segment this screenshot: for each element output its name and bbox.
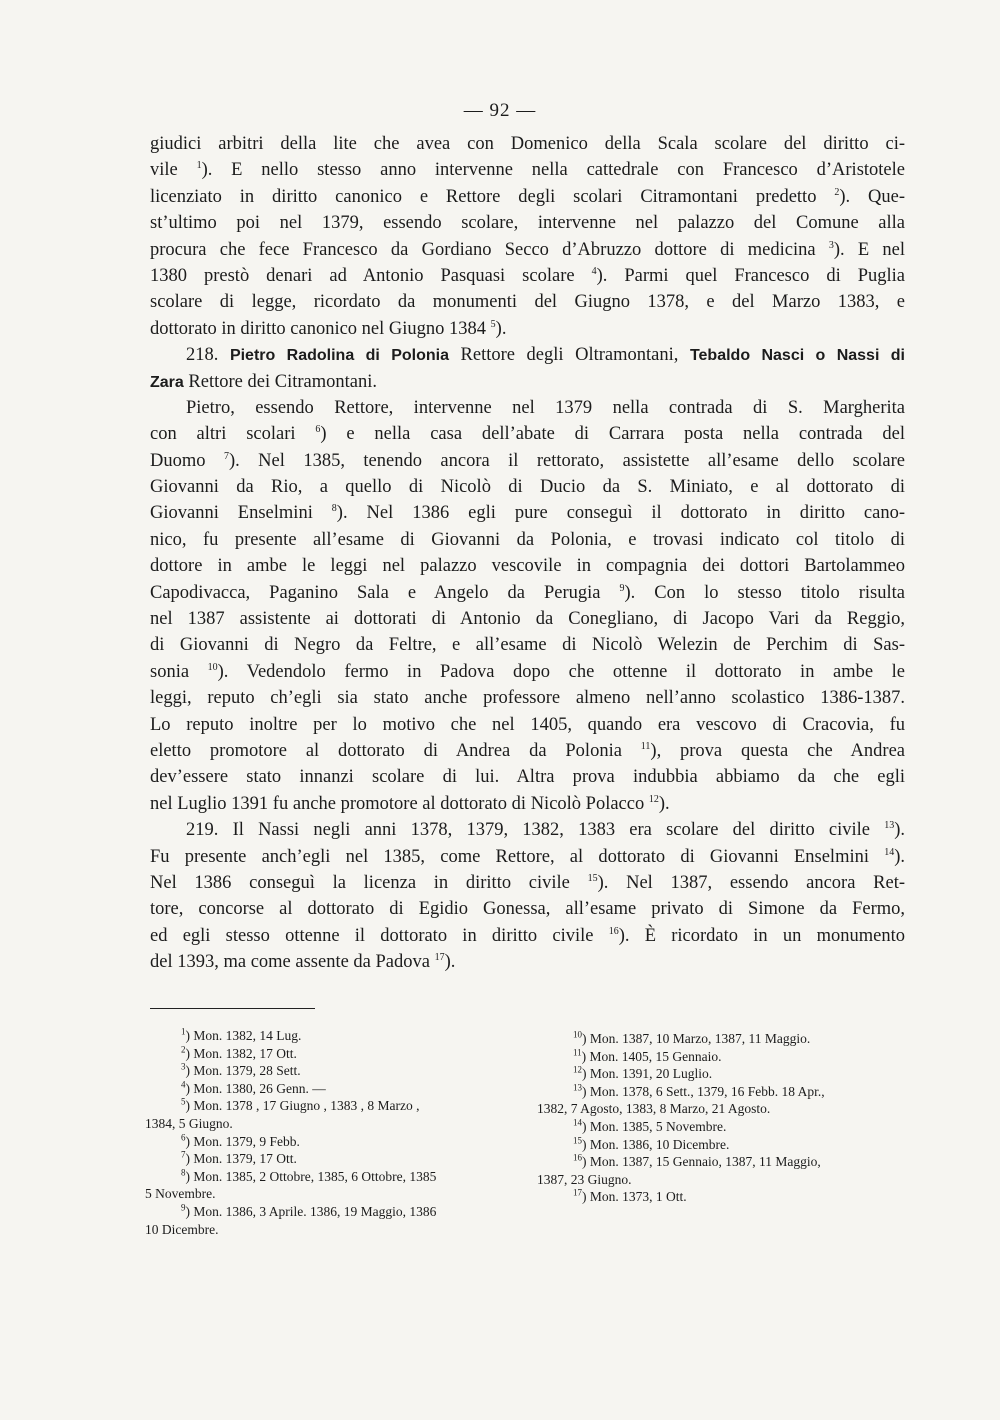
footnote-paren: ) [185, 1151, 190, 1167]
footnote-paren: ) [582, 1136, 587, 1152]
body-line [150, 791, 905, 817]
footnote-ref: 16 [608, 925, 619, 937]
body-text-run: ). Parmi quel Francesco di Puglia [596, 265, 905, 286]
footnote-text: 1384, 5 Giugno. [145, 1115, 233, 1131]
footnote-paren: ) [185, 1168, 190, 1184]
body-text-run: con altri scolari [150, 424, 316, 445]
footnote-paren: ) [582, 1154, 587, 1170]
body-text-run: ), prova questa che Andrea [650, 740, 905, 761]
footnote-text: Mon. 1386, 3 Aprile. 1386, 19 Maggio, 1386 [190, 1203, 437, 1219]
footnote [537, 1100, 909, 1118]
footnote-text: Mon. 1379, 28 Sett. [190, 1063, 301, 1079]
body-text-run: ). Nel 1387, essendo ancora Ret- [597, 872, 905, 893]
body-text-run: dev’essere stato innanzi scolare di lui. Altra prova indubbia abbiamo da che egli [150, 767, 905, 788]
body-text-run: 1380 prestò denari ad Antonio Pasquasi scolare [150, 265, 592, 286]
footnote [537, 1188, 909, 1206]
footnote-paren: ) [581, 1048, 587, 1064]
body-line [150, 712, 905, 738]
body-bold-run: Zara [150, 373, 184, 391]
body-text-run: vile [150, 160, 197, 181]
body-text-run: st’ultimo poi nel 1379, essendo scolare, intervenne nel palazzo del Comune alla [150, 213, 905, 234]
footnote-paren: ) [582, 1189, 587, 1205]
body-line [150, 500, 905, 526]
body-text-run: procura che fece Francesco da Gordiano Secco d’Abruzzo dottore di medicina [150, 239, 829, 260]
body-line [150, 738, 905, 764]
body-text-run: ). E nello stesso anno intervenne nella cattedrale con Francesco d’Aristotele [201, 160, 905, 181]
footnote-ref: 9 [619, 582, 625, 594]
footnote-divider [150, 1008, 315, 1009]
footnote-paren: ) [582, 1118, 587, 1134]
body-line [150, 817, 905, 843]
footnote [537, 1065, 909, 1083]
body-text-run: ). [658, 793, 670, 814]
footnote-number: 9 [181, 1202, 186, 1213]
body-text-run: ). [894, 820, 905, 841]
footnote-paren: ) [185, 1063, 190, 1079]
footnote-text: Mon. 1382, 14 Lug. [190, 1028, 302, 1043]
body-text-run: 218. [186, 345, 230, 366]
footnote-text: Mon. 1382, 17 Ott. [190, 1045, 297, 1061]
body-line [150, 448, 905, 474]
body-text-run: nel Luglio 1391 fu anche promotore al dottorato di Nicolò Polacco [150, 793, 649, 814]
page-number: — 92 — [463, 100, 537, 121]
body-line [150, 237, 905, 263]
body-line [150, 553, 905, 579]
footnote-number: 7 [181, 1149, 186, 1160]
footnote-paren: ) [185, 1028, 190, 1043]
footnote-text: 5 Novembre. [145, 1186, 216, 1202]
footnote-text: Mon. 1405, 15 Gennaio. [586, 1048, 722, 1064]
body-line [150, 421, 905, 447]
footnote-text: Mon. 1380, 26 Genn. — [190, 1080, 326, 1096]
footnote-ref: 8 [331, 503, 337, 515]
footnote [145, 1203, 510, 1221]
body-text-run: Rettore dei Citramontani. [183, 371, 377, 392]
body-line [150, 659, 905, 685]
body-text-run: ). Vedendolo fermo in Padova dopo che ottenne il dottorato in ambe le [217, 661, 905, 682]
body-text-run: ). Nel 1386 egli pure conseguì il dottorato in diritto cano- [336, 503, 906, 524]
footnote-text: 1382, 7 Agosto, 1383, 8 Marzo, 21 Agosto. [537, 1101, 771, 1117]
body-text-run: nico, fu presente all’esame di Giovanni da Polonia, e trovasi indicato col titolo di [150, 529, 905, 550]
footnote [537, 1153, 909, 1171]
footnote-ref: 17 [434, 951, 445, 963]
body-line [150, 896, 905, 922]
footnote-text: Mon. 1373, 1 Ott. [586, 1189, 687, 1205]
body-text-run: Nel 1386 conseguì la licenza in diritto civile [150, 872, 588, 893]
footnotes-right-column [537, 1030, 909, 1206]
body-line [150, 580, 905, 606]
footnote [537, 1083, 909, 1101]
footnote-text: Mon. 1379, 17 Ott. [190, 1151, 297, 1167]
footnote [145, 1221, 510, 1239]
body-line [150, 263, 905, 289]
body-line [150, 632, 905, 658]
footnote [145, 1168, 510, 1186]
body-text-run: Rettore degli Oltramontani, [448, 345, 690, 366]
body-text-run: Giovanni da Rio, a quello di Nicolò di Ducio da S. Miniato, e al dottorato di [150, 477, 905, 498]
footnote-number: 15 [573, 1135, 582, 1146]
footnote-ref: 12 [648, 793, 659, 805]
body-line [150, 870, 905, 896]
body-text-run: del 1393, ma come assente da Padova [150, 952, 435, 973]
body-text [150, 131, 905, 976]
body-line [150, 131, 905, 157]
body-text-run: ). [495, 318, 507, 339]
footnote [537, 1030, 909, 1048]
footnote-number: 5 [181, 1096, 186, 1107]
body-text-run: Lo reputo inoltre per lo motivo che nel 1405, quando era vescovo di Cracovia, fu [150, 714, 905, 735]
body-line [150, 949, 905, 975]
body-text-run: ). È ricordato in un monumento [618, 925, 905, 946]
body-text-run: nel 1387 assistente ai dottorati di Antonio da Conegliano, di Jacopo Vari da Reggio, [150, 609, 905, 630]
footnote-ref: 2 [834, 186, 840, 198]
footnote [145, 1097, 510, 1115]
footnote-number: 8 [181, 1167, 186, 1178]
footnote-text: Mon. 1378, 6 Sett., 1379, 16 Febb. 18 Apr., [586, 1083, 825, 1099]
footnote-ref: 3 [828, 239, 834, 251]
footnote [145, 1133, 510, 1151]
footnote-number: 6 [181, 1132, 186, 1143]
footnote-text: Mon. 1385, 2 Ottobre, 1385, 6 Ottobre, 1385 [190, 1168, 437, 1184]
body-text-run: eletto promotore al dottorato di Andrea da Polonia [150, 740, 641, 761]
body-text-run: Fu presente anch’egli nel 1385, come Rettore, al dottorato di Giovanni Enselmini [150, 846, 885, 867]
footnotes-left-column [145, 1027, 510, 1238]
body-text-run: ). Que- [839, 186, 905, 207]
body-text-run: scolare di legge, ricordato da monumenti del Giugno 1378, e del Marzo 1383, e [150, 292, 905, 313]
body-line [150, 474, 905, 500]
body-text-run: ). Con lo stesso titolo risulta [624, 582, 905, 603]
body-line [150, 527, 905, 553]
footnote-paren: ) [185, 1098, 190, 1114]
body-line [150, 157, 905, 183]
body-text-run: Giovanni Enselmini [150, 503, 332, 524]
body-line [150, 342, 905, 368]
body-line [150, 395, 905, 421]
body-text-run: leggi, reputo ch’egli sia stato anche professore almeno nell’anno scolastico 1386-1387. [150, 688, 905, 709]
footnote-text: 1387, 23 Giugno. [537, 1171, 632, 1187]
body-bold-run: Pietro Radolina di Polonia [229, 347, 449, 365]
body-text-run: sonia [150, 661, 208, 682]
body-line [150, 923, 905, 949]
body-line [150, 606, 905, 632]
footnote-ref: 7 [223, 450, 229, 462]
footnote-text: Mon. 1378 , 17 Giugno , 1383 , 8 Marzo , [190, 1098, 420, 1114]
footnote-ref: 13 [884, 820, 895, 831]
footnote-number: 2 [181, 1044, 186, 1055]
footnote [145, 1185, 510, 1203]
body-text-run: ). Nel 1385, tenendo ancora il rettorato, assistette all’esame dello scolare [228, 450, 906, 471]
footnote-number: 14 [573, 1117, 582, 1128]
body-line [150, 210, 905, 236]
footnote [537, 1048, 909, 1066]
footnote-ref: 6 [315, 424, 321, 436]
body-line [150, 184, 905, 210]
body-line [150, 369, 905, 395]
body-text-run: tore, concorse al dottorato di Egidio Gonessa, all’esame privato di Simone da Fermo, [150, 899, 905, 920]
footnote-text: 10 Dicembre. [145, 1221, 219, 1237]
footnote-ref: 4 [591, 265, 597, 277]
body-text-run: ). [894, 846, 905, 867]
footnote [537, 1171, 909, 1189]
footnote-text: Mon. 1385, 5 Novembre. [586, 1118, 727, 1134]
body-line [150, 316, 905, 342]
footnote [145, 1045, 510, 1063]
footnote-paren: ) [582, 1031, 587, 1046]
footnote-number: 4 [181, 1079, 186, 1090]
footnote-paren: ) [582, 1066, 587, 1082]
footnote-text: Mon. 1391, 20 Luglio. [586, 1066, 713, 1082]
footnote [145, 1062, 510, 1080]
body-text-run: ). E nel [833, 239, 905, 260]
footnote-paren: ) [582, 1083, 587, 1099]
footnote-text: Mon. 1387, 10 Marzo, 1387, 11 Maggio. [586, 1031, 811, 1046]
body-line [150, 685, 905, 711]
footnote-number: 1 [181, 1026, 186, 1037]
footnote-number: 16 [573, 1152, 582, 1163]
body-text-run: Pietro, essendo Rettore, intervenne nel 1379 nella contrada di S. Margherita [186, 397, 905, 418]
footnote-paren: ) [185, 1080, 190, 1096]
footnote-number: 3 [181, 1061, 186, 1072]
body-text-run: 219. Il Nassi negli anni 1378, 1379, 1382, 1383 era scolare del diritto civile [186, 820, 885, 841]
footnote-text: Mon. 1386, 10 Dicembre. [586, 1136, 730, 1152]
body-text-run: di Giovanni di Negro da Feltre, e all’esame di Nicolò Welezin de Perchim di Sas- [150, 635, 905, 656]
footnote-ref: 5 [490, 318, 496, 330]
footnote [145, 1080, 510, 1098]
footnote [145, 1115, 510, 1133]
footnote-ref: 10 [207, 661, 218, 673]
footnote-text: Mon. 1387, 15 Gennaio, 1387, 11 Maggio, [586, 1154, 821, 1170]
footnote-paren: ) [185, 1045, 190, 1061]
footnote [145, 1150, 510, 1168]
body-text-run: ). [444, 952, 456, 973]
footnote-ref: 11 [640, 740, 651, 752]
footnote-ref: 1 [196, 160, 202, 172]
footnote-number: 13 [573, 1082, 582, 1093]
footnote-paren: ) [185, 1203, 190, 1219]
body-line [150, 844, 905, 870]
body-text-run: Duomo [150, 450, 224, 471]
footnote-ref: 14 [884, 846, 895, 858]
footnote-paren: ) [185, 1133, 190, 1149]
footnote-number: 17 [573, 1187, 582, 1198]
body-line [150, 289, 905, 315]
footnote-ref: 15 [587, 872, 598, 884]
body-text-run: ) e nella casa dell’abate di Carrara posta nella contrada del [320, 424, 905, 445]
footnote-number: 10 [573, 1029, 582, 1040]
footnote-number: 11 [573, 1047, 582, 1058]
footnote-number: 12 [573, 1064, 582, 1075]
body-text-run: Capodivacca, Paganino Sala e Angelo da Perugia [150, 582, 620, 603]
body-text-run: giudici arbitri della lite che avea con Domenico della Scala scolare del diritto ci- [150, 134, 905, 154]
body-text-run: licenziato in diritto canonico e Rettore degli scolari Citramontani predetto [150, 186, 835, 207]
body-bold-run: Tebaldo Nasci o Nassi di [689, 347, 905, 365]
body-text-run: dottorato in diritto canonico nel Giugno 1384 [150, 318, 491, 339]
footnote [145, 1027, 510, 1045]
body-text-run: dottore in ambe le leggi nel palazzo vescovile in compagnia dei dottori Bartolammeo [150, 556, 905, 577]
body-line [150, 764, 905, 790]
body-text-run: ed egli stesso ottenne il dottorato in diritto civile [150, 925, 609, 946]
footnote-text: Mon. 1379, 9 Febb. [190, 1133, 300, 1149]
footnote [537, 1118, 909, 1136]
footnote [537, 1136, 909, 1154]
